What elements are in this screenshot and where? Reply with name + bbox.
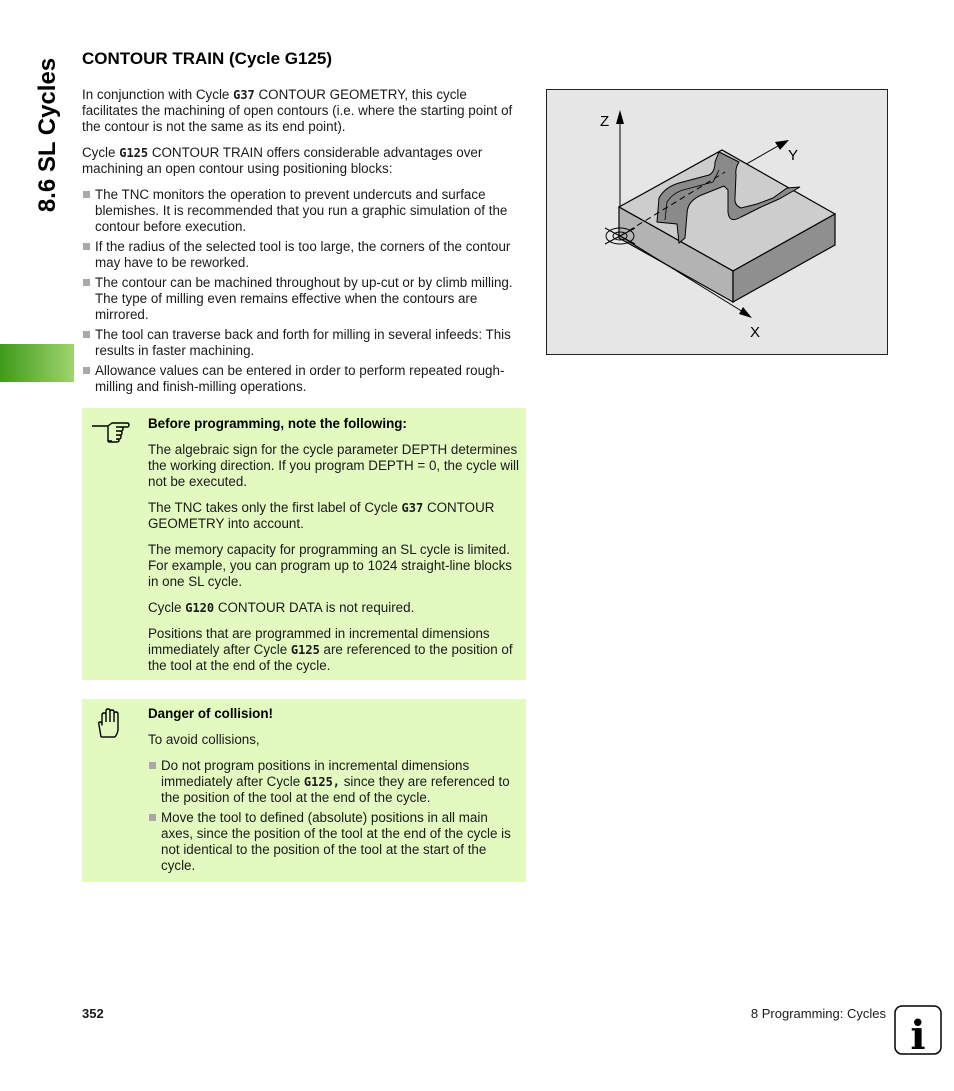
z-axis-arrowhead [616,110,624,124]
raised-hand-icon [90,707,130,741]
intro-paragraph-1 [82,87,526,135]
text-span: Do not program positions in incremental dimensions immediately after Cycle [161,758,470,789]
page-title: CONTOUR TRAIN (Cycle G125) [82,49,333,68]
text-span: Positions that are programmed in incremental dimensions immediately after Cycle [148,626,490,657]
list-item: The contour can be machined throughout by up-cut or by climb milling. The type of milling even remains effective when the contours are mirrored. [82,275,526,323]
programming-note-box [82,408,526,680]
section-side-title-text: 8.6 SL Cycles [34,57,61,213]
list-item: If the radius of the selected tool is too large, the corners of the contour may have to be reworked. [82,239,526,271]
cycle-code: G125 [119,146,149,160]
cycle-code: G125 [290,643,320,657]
x-axis-label: X [750,324,761,341]
note-paragraph [148,626,520,674]
text-span: The TNC takes only the first label of Cycle [148,500,402,515]
chapter-tab-marker [0,344,74,382]
text-span: Cycle [82,145,120,160]
danger-heading: Danger of collision! [148,706,273,721]
text-span: In conjunction with Cycle [82,87,234,102]
note-paragraph [148,600,520,616]
info-icon [894,1005,942,1055]
y-axis-label: Y [788,147,799,164]
page-number: 352 [82,1006,104,1021]
main-text [82,87,526,399]
text-span: CONTOUR GEOMETRY, this cycle facilitates the machining of open contours (i.e. where the starting point of the contour is not the same as its end point). [82,87,513,134]
section-side-title [28,40,68,230]
x-axis-arrowhead [739,307,752,318]
info-icon-letter: i [910,1012,926,1055]
y-axis-arrowhead [775,140,789,150]
danger-list [148,758,520,874]
workpiece-diagram [547,90,887,354]
text-span: Cycle [148,600,186,615]
text-span: CONTOUR TRAIN offers considerable advantages over machining an open contour using positioning blocks: [82,145,483,176]
text-span: CONTOUR DATA is not required. [214,600,415,615]
intro-paragraph-2 [82,145,526,177]
advantages-list [82,187,526,395]
text-span: CONTOUR GEOMETRY into account. [148,500,495,531]
list-item: The tool can traverse back and forth for milling in several infeeds: This results in faster machining. [82,327,526,359]
text-span: since they are referenced to the position of the tool at the end of the cycle. [161,774,510,805]
cycle-code: G120 [185,601,215,615]
note-paragraph: The algebraic sign for the cycle parameter DEPTH determines the working direction. If you program DEPTH = 0, the cycle will not be executed. [148,442,519,489]
note-heading: Before programming, note the following: [148,416,407,431]
list-item: Allowance values can be entered in order to perform repeated rough-milling and finish-milling operations. [82,363,526,395]
chapter-title: 8 Programming: Cycles [750,1006,886,1021]
note-paragraph: The memory capacity for programming an SL cycle is limited. For example, you can program up to 1024 straight-line blocks in one SL cycle. [148,542,512,589]
z-axis-label: Z [600,113,610,130]
danger-intro: To avoid collisions, [148,732,260,747]
danger-note-box [82,699,526,882]
note-paragraph [148,500,520,532]
list-item: The TNC monitors the operation to prevent undercuts and surface blemishes. It is recommended that you run a graphic simulation of the contour before execution. [82,187,526,235]
cycle-code: G37 [233,88,255,102]
cycle-code: G125, [303,775,341,789]
cycle-code: G37 [401,501,424,515]
pointing-hand-icon [90,418,130,448]
list-item: Move the tool to defined (absolute) positions in all main axes, since the position of the tool at the end of the cycle is not identical to the position of the tool at the start of the cycle. [148,810,520,874]
list-item [148,758,520,806]
contour-train-illustration [546,89,888,355]
text-span: are referenced to the position of the tool at the end of the cycle. [148,642,513,673]
